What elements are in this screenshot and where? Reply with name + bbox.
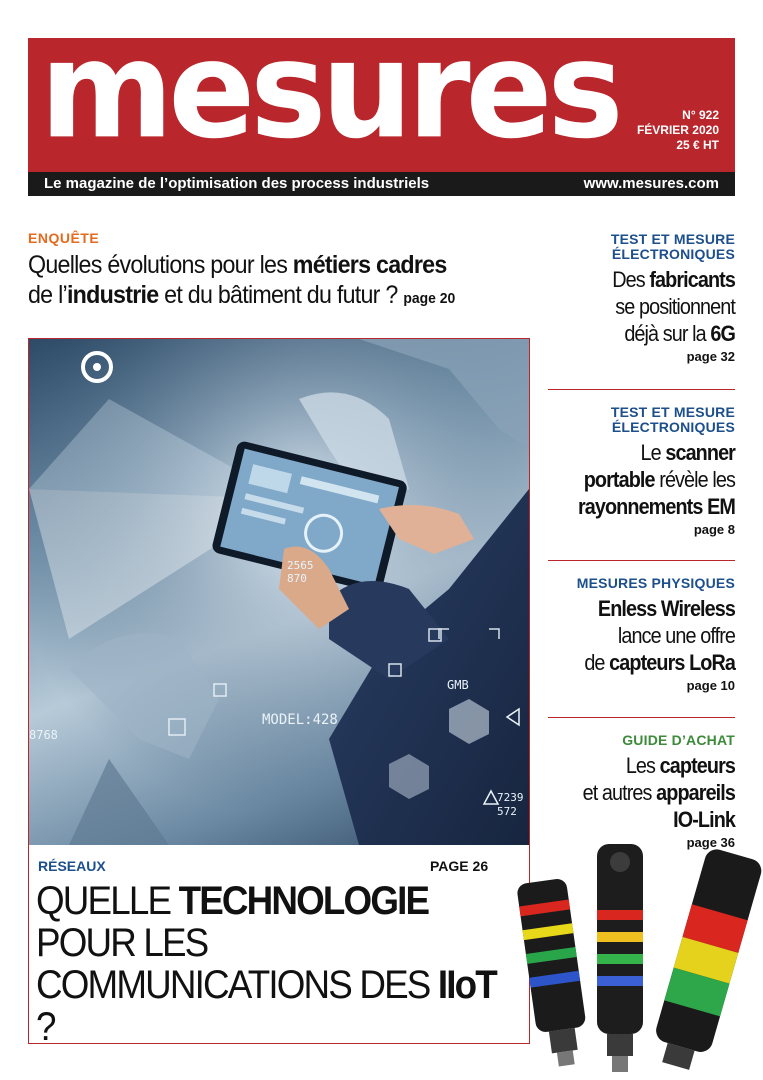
website-link[interactable]: www.mesures.com bbox=[583, 175, 719, 192]
teaser-io-link[interactable] bbox=[545, 733, 735, 850]
reseaux-kicker: RÉSEAUX bbox=[38, 858, 106, 874]
hero-image bbox=[29, 339, 529, 845]
teaser-page-ref: page 36 bbox=[686, 835, 735, 850]
headline-text: Quelles évolutions pour les bbox=[28, 251, 293, 279]
teaser-title: Des fabricants se positionnent déjà sur la 6G bbox=[612, 267, 735, 346]
headline-text: de l’ bbox=[28, 281, 67, 309]
teaser-divider bbox=[548, 560, 735, 561]
enquete-headline[interactable] bbox=[28, 250, 502, 314]
teaser-page-ref: page 32 bbox=[686, 349, 735, 364]
headline-text: et du bâtiment du futur ? bbox=[158, 281, 404, 309]
hud-number: 572 bbox=[497, 805, 517, 818]
reseaux-page-ref: PAGE 26 bbox=[430, 858, 489, 874]
teaser-title: Les capteurs et autres appareils IO-Link bbox=[582, 753, 735, 832]
reseaux-headline[interactable] bbox=[36, 880, 514, 1048]
teaser-kicker: TEST ET MESURE ÉLECTRONIQUES bbox=[610, 231, 735, 262]
product-image bbox=[515, 840, 763, 1080]
teaser-6g[interactable] bbox=[545, 232, 735, 364]
headline-emphasis: TECHNOLOGIE bbox=[178, 879, 429, 923]
issue-info bbox=[637, 108, 719, 153]
enquete-page-ref: page 20 bbox=[403, 290, 456, 307]
masthead bbox=[28, 12, 735, 172]
teaser-title: Enless Wireless lance une offre de capteurs LoRa bbox=[584, 596, 735, 675]
headline-text: ? bbox=[36, 1005, 55, 1049]
hud-number: 870 bbox=[287, 572, 307, 585]
teaser-page-ref: page 8 bbox=[693, 522, 735, 537]
issue-number: N° 922 bbox=[682, 108, 719, 122]
headline-text: COMMUNICATIONS DES bbox=[36, 963, 438, 1007]
headline-emphasis: métiers cadres bbox=[292, 251, 447, 279]
issue-price: 25 € HT bbox=[676, 138, 719, 152]
hud-number: 7239 bbox=[497, 791, 524, 804]
signal-tower-illustration bbox=[515, 840, 763, 1080]
hud-gmb-label: GMB bbox=[447, 678, 469, 692]
headline-emphasis: IIoT bbox=[437, 963, 496, 1007]
headline-text: QUELLE bbox=[36, 879, 179, 923]
headline-emphasis: industrie bbox=[66, 281, 159, 309]
magazine-logo: mesures bbox=[40, 12, 619, 169]
enquete-kicker: ENQUÊTE bbox=[28, 230, 100, 246]
teaser-divider bbox=[548, 389, 735, 390]
teaser-kicker: MESURES PHYSIQUES bbox=[576, 575, 735, 591]
issue-date: FÉVRIER 2020 bbox=[636, 123, 719, 137]
hero-illustration bbox=[29, 339, 529, 845]
hud-number: 2565 bbox=[287, 559, 314, 572]
tagline: Le magazine de l’optimisation des process industriels bbox=[44, 175, 430, 192]
teaser-kicker: TEST ET MESURE ÉLECTRONIQUES bbox=[610, 404, 735, 435]
teaser-page-ref: page 10 bbox=[686, 678, 735, 693]
teaser-lora[interactable] bbox=[545, 576, 735, 693]
teaser-divider bbox=[548, 717, 735, 718]
headline-text: POUR LES bbox=[36, 921, 208, 965]
teaser-kicker: GUIDE D’ACHAT bbox=[622, 732, 735, 748]
hud-model-label: MODEL:428 bbox=[262, 712, 338, 728]
teaser-title: Le scanner portable révèle les rayonnements EM bbox=[577, 440, 735, 519]
teaser-scanner[interactable] bbox=[545, 405, 735, 537]
tagline-bar bbox=[28, 172, 735, 196]
hud-number: 8768 bbox=[29, 728, 58, 742]
